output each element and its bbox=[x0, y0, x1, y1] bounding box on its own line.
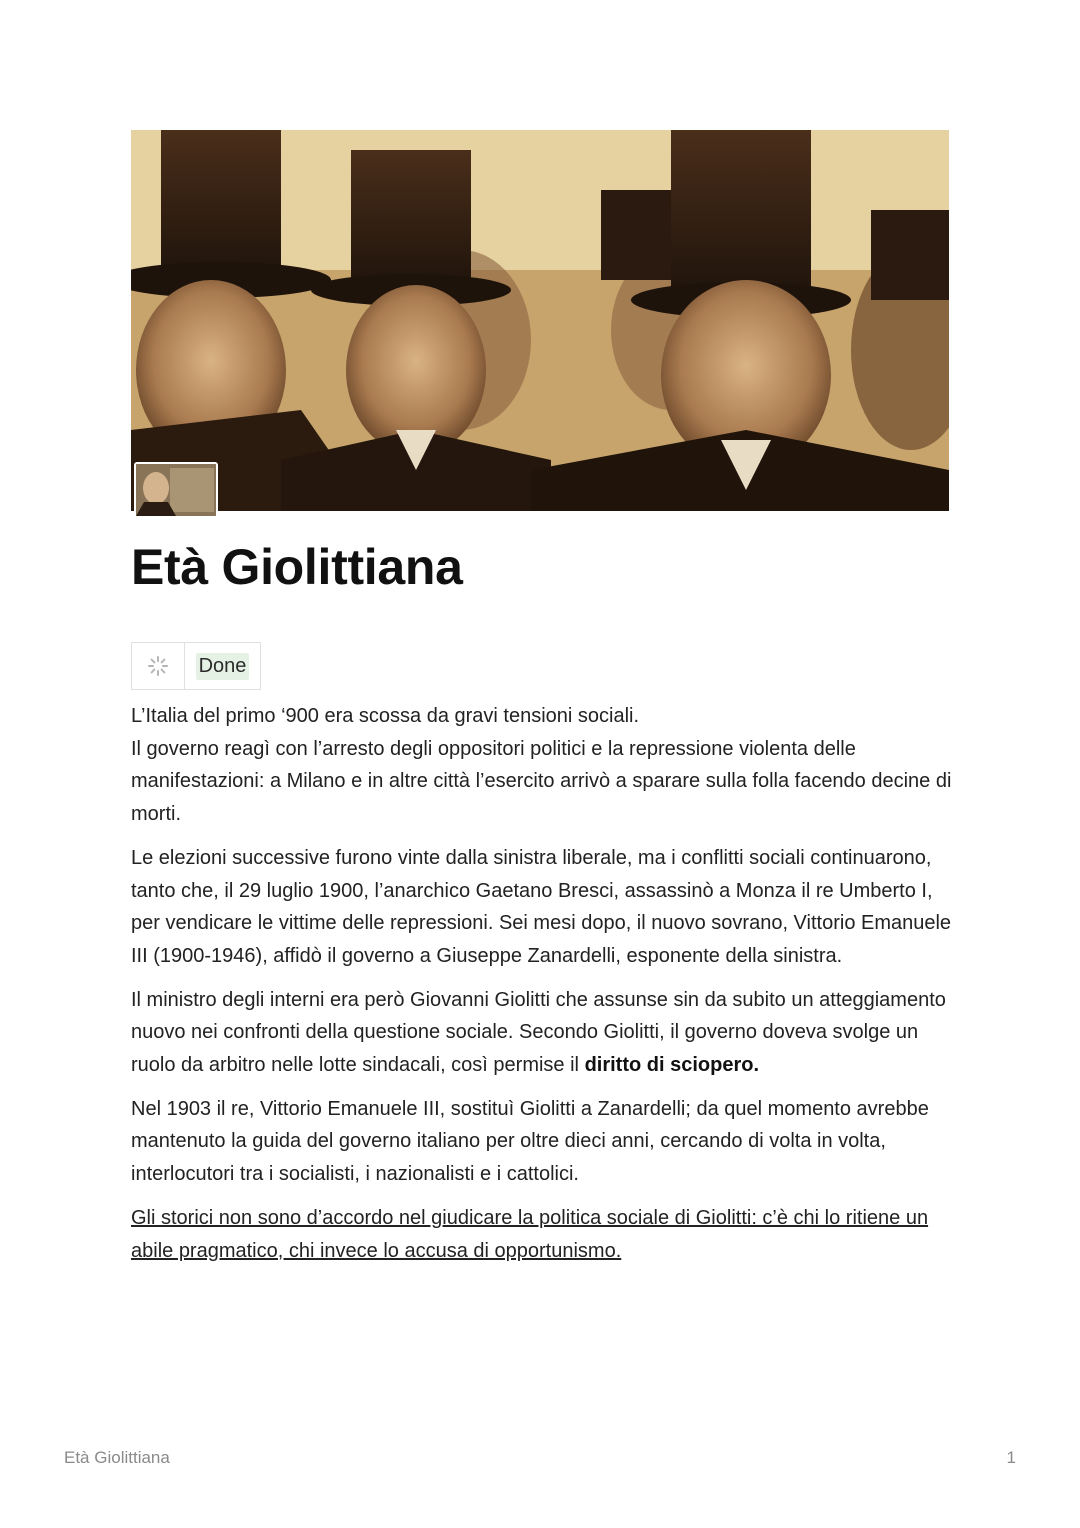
footer-title: Età Giolittiana bbox=[64, 1448, 170, 1467]
status-value-cell[interactable] bbox=[185, 643, 260, 689]
loading-spinner-icon bbox=[147, 655, 169, 677]
paragraph-4: Nel 1903 il re, Vittorio Emanuele III, sostituì Giolitti a Zanardelli; da quel momento avrebbe mantenuto la guida del governo italiano per oltre dieci anni, cercando di volta in volta, interlocutori tra i socialisti, i nazionalisti e i cattolici. bbox=[131, 1097, 929, 1186]
page-content bbox=[131, 700, 953, 1278]
paragraph-3-text: Il ministro degli interni era però Giovanni Giolitti che assunse sin da subito un atteggiamento nuovo nei confronti della questione sociale. Secondo Giolitti, il governo doveva svolge un ruolo da arbitro nelle lotte sindacali, così permise il bbox=[131, 988, 946, 1077]
portrait-icon bbox=[136, 464, 216, 516]
paragraph-3-bold: diritto di sciopero. bbox=[584, 1054, 760, 1077]
paragraph-2: Le elezioni successive furono vinte dalla sinistra liberale, ma i conflitti sociali continuarono, tanto che, il 29 luglio 1900, l’anarchico Gaetano Bresci, assassinò a Monza il re Umberto I, per vendicare le vittime delle repressioni. Sei mesi dopo, il nuovo sovrano, Vittorio Emanuele III (1900-1946), affidò il governo a Giuseppe Zanardelli, esponente della sinistra. bbox=[131, 846, 952, 967]
paragraph-1 bbox=[131, 700, 953, 831]
status-property-icon-cell bbox=[132, 643, 185, 689]
status-property[interactable] bbox=[131, 642, 261, 690]
cover-photo-illustration bbox=[131, 130, 949, 511]
paragraph-1-line-2: Il governo reagì con l’arresto degli oppositori politici e la repressione violenta delle manifestazioni: a Milano e in altre città l’esercito arrivò a sparare sulla folla facendo decine di morti. bbox=[131, 737, 952, 826]
paragraph-3 bbox=[131, 984, 953, 1082]
page-number: 1 bbox=[1006, 1448, 1016, 1467]
paragraph-5-underlined: Gli storici non sono d’accordo nel giudicare la politica sociale di Giolitti: c’è chi lo ritiene un abile pragmatico, chi invece lo accusa di opportunismo. bbox=[131, 1206, 929, 1262]
status-badge: Done bbox=[196, 653, 250, 680]
page-icon-portrait[interactable] bbox=[134, 462, 218, 518]
paragraph-1-line-1: L’Italia del primo ‘900 era scossa da gravi tensioni sociali. bbox=[131, 705, 640, 727]
page-title: Età Giolittiana bbox=[131, 539, 463, 595]
cover-image bbox=[131, 130, 949, 511]
